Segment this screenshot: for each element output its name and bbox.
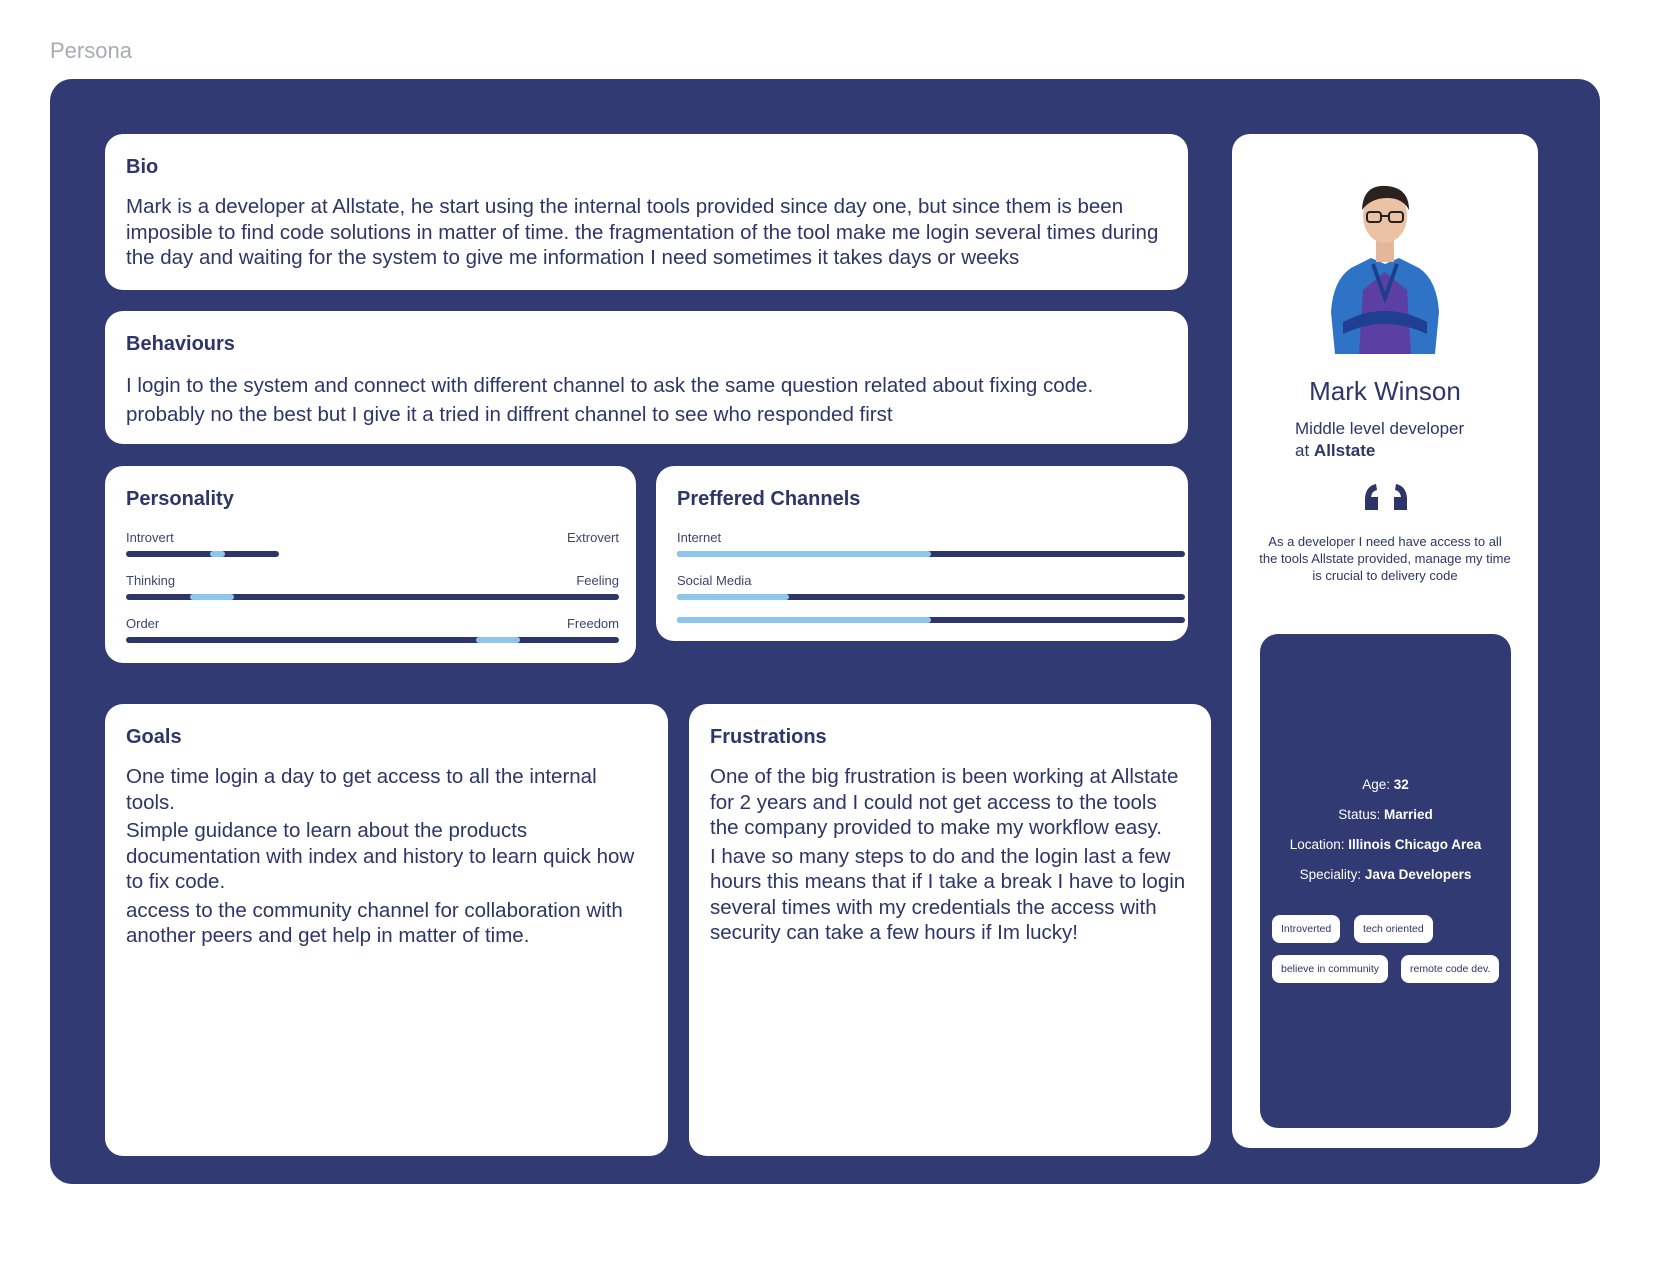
tag-chip: believe in community [1272,955,1388,983]
quote-icon [1362,480,1410,514]
frustrations-title: Frustrations [710,726,827,748]
behaviours-title: Behaviours [126,333,235,355]
channel-row [677,596,1185,630]
trait-track [126,551,279,557]
frustration-item: One of the big frustration is been working at Allstate for 2 years and I could not get access to the tools the company provided to make my workflow easy. [710,765,1179,839]
role-company-line [1295,440,1464,462]
location-label: Location: [1289,837,1345,852]
goals-card [105,704,668,1156]
avatar-photo [1329,172,1441,354]
channels-title: Preffered Channels [677,488,861,510]
bio-title: Bio [126,156,159,178]
details-card [1260,634,1511,1128]
tag-chip: tech oriented [1354,915,1433,943]
goal-item: access to the community channel for collaboration with another peers and get help in matter of time. [126,898,623,947]
role-at: at [1295,441,1310,460]
status-line [1260,807,1511,822]
bio-card [105,134,1188,290]
profile-card [1232,134,1538,1148]
behaviours-text: I login to the system and connect with different channel to ask the same question related about fixing code. probably no the best but I give it a tried in diffrent channel to see who responded first [126,374,1094,426]
trait-right-label: Feeling [576,573,619,588]
tag-chip: remote code dev. [1401,955,1499,983]
personality-title: Personality [126,488,234,510]
persona-role [1295,418,1464,462]
trait-right-label: Freedom [566,616,619,631]
channel-fill [677,551,931,557]
status-label: Status: [1338,807,1381,822]
personality-trait [126,573,619,607]
trait-knob [190,594,234,600]
frustrations-list [710,764,1189,949]
persona-board [50,79,1600,1184]
bio-text: Mark is a developer at Allstate, he start using the internal tools provided since day one, but since them is been imposible to find code solutions in matter of time. the fragmentation of the tool make me login several times during the day and waiting for the system to give me information I need sometimes it takes days or weeks [126,195,1159,269]
trait-left-label: Order [126,616,160,631]
channel-label: Internet [677,530,722,545]
role-company: Allstate [1313,441,1376,460]
persona-quote: As a developer I need have access to all the tools Allstate provided, manage my time is crucial to delivery code [1259,534,1511,583]
trait-left-label: Thinking [126,573,176,588]
trait-track [126,637,619,643]
behaviours-card [105,311,1188,444]
speciality-value: Java Developers [1364,867,1472,882]
frame-label: Persona [50,38,132,63]
trait-right-label: Extrovert [566,530,619,545]
frustrations-card [689,704,1211,1156]
location-value: Illinois Chicago Area [1348,837,1482,852]
channel-label: Social Media [677,573,752,588]
channel-row [677,530,1185,564]
goals-title: Goals [126,726,182,748]
persona-name: Mark Winson [1309,376,1461,406]
frustration-item: I have so many steps to do and the login last a few hours this means that if I take a break I have to login several times with my credentials the access with security can take a few hours if Im lucky! [710,844,1186,944]
trait-left-label: Introvert [126,530,174,545]
channel-fill [677,617,931,623]
personality-trait [126,616,619,650]
age-line [1260,777,1511,792]
role-title: Middle level developer [1295,419,1465,438]
goals-list [126,764,646,952]
channels-card [656,466,1188,641]
tag-chip: Introverted [1272,915,1340,943]
age-label: Age: [1362,777,1390,792]
age-value: 32 [1393,777,1409,792]
status-value: Married [1384,807,1433,822]
goal-item: One time login a day to get access to all the internal tools. [126,765,597,814]
trait-knob [210,551,225,557]
speciality-line [1260,867,1511,882]
personality-card [105,466,636,663]
speciality-label: Speciality: [1299,867,1362,882]
location-line [1260,837,1511,852]
personality-trait [126,530,619,564]
goal-item: Simple guidance to learn about the products documentation with index and history to learn quick how to fix code. [126,819,635,893]
trait-knob [476,637,520,643]
